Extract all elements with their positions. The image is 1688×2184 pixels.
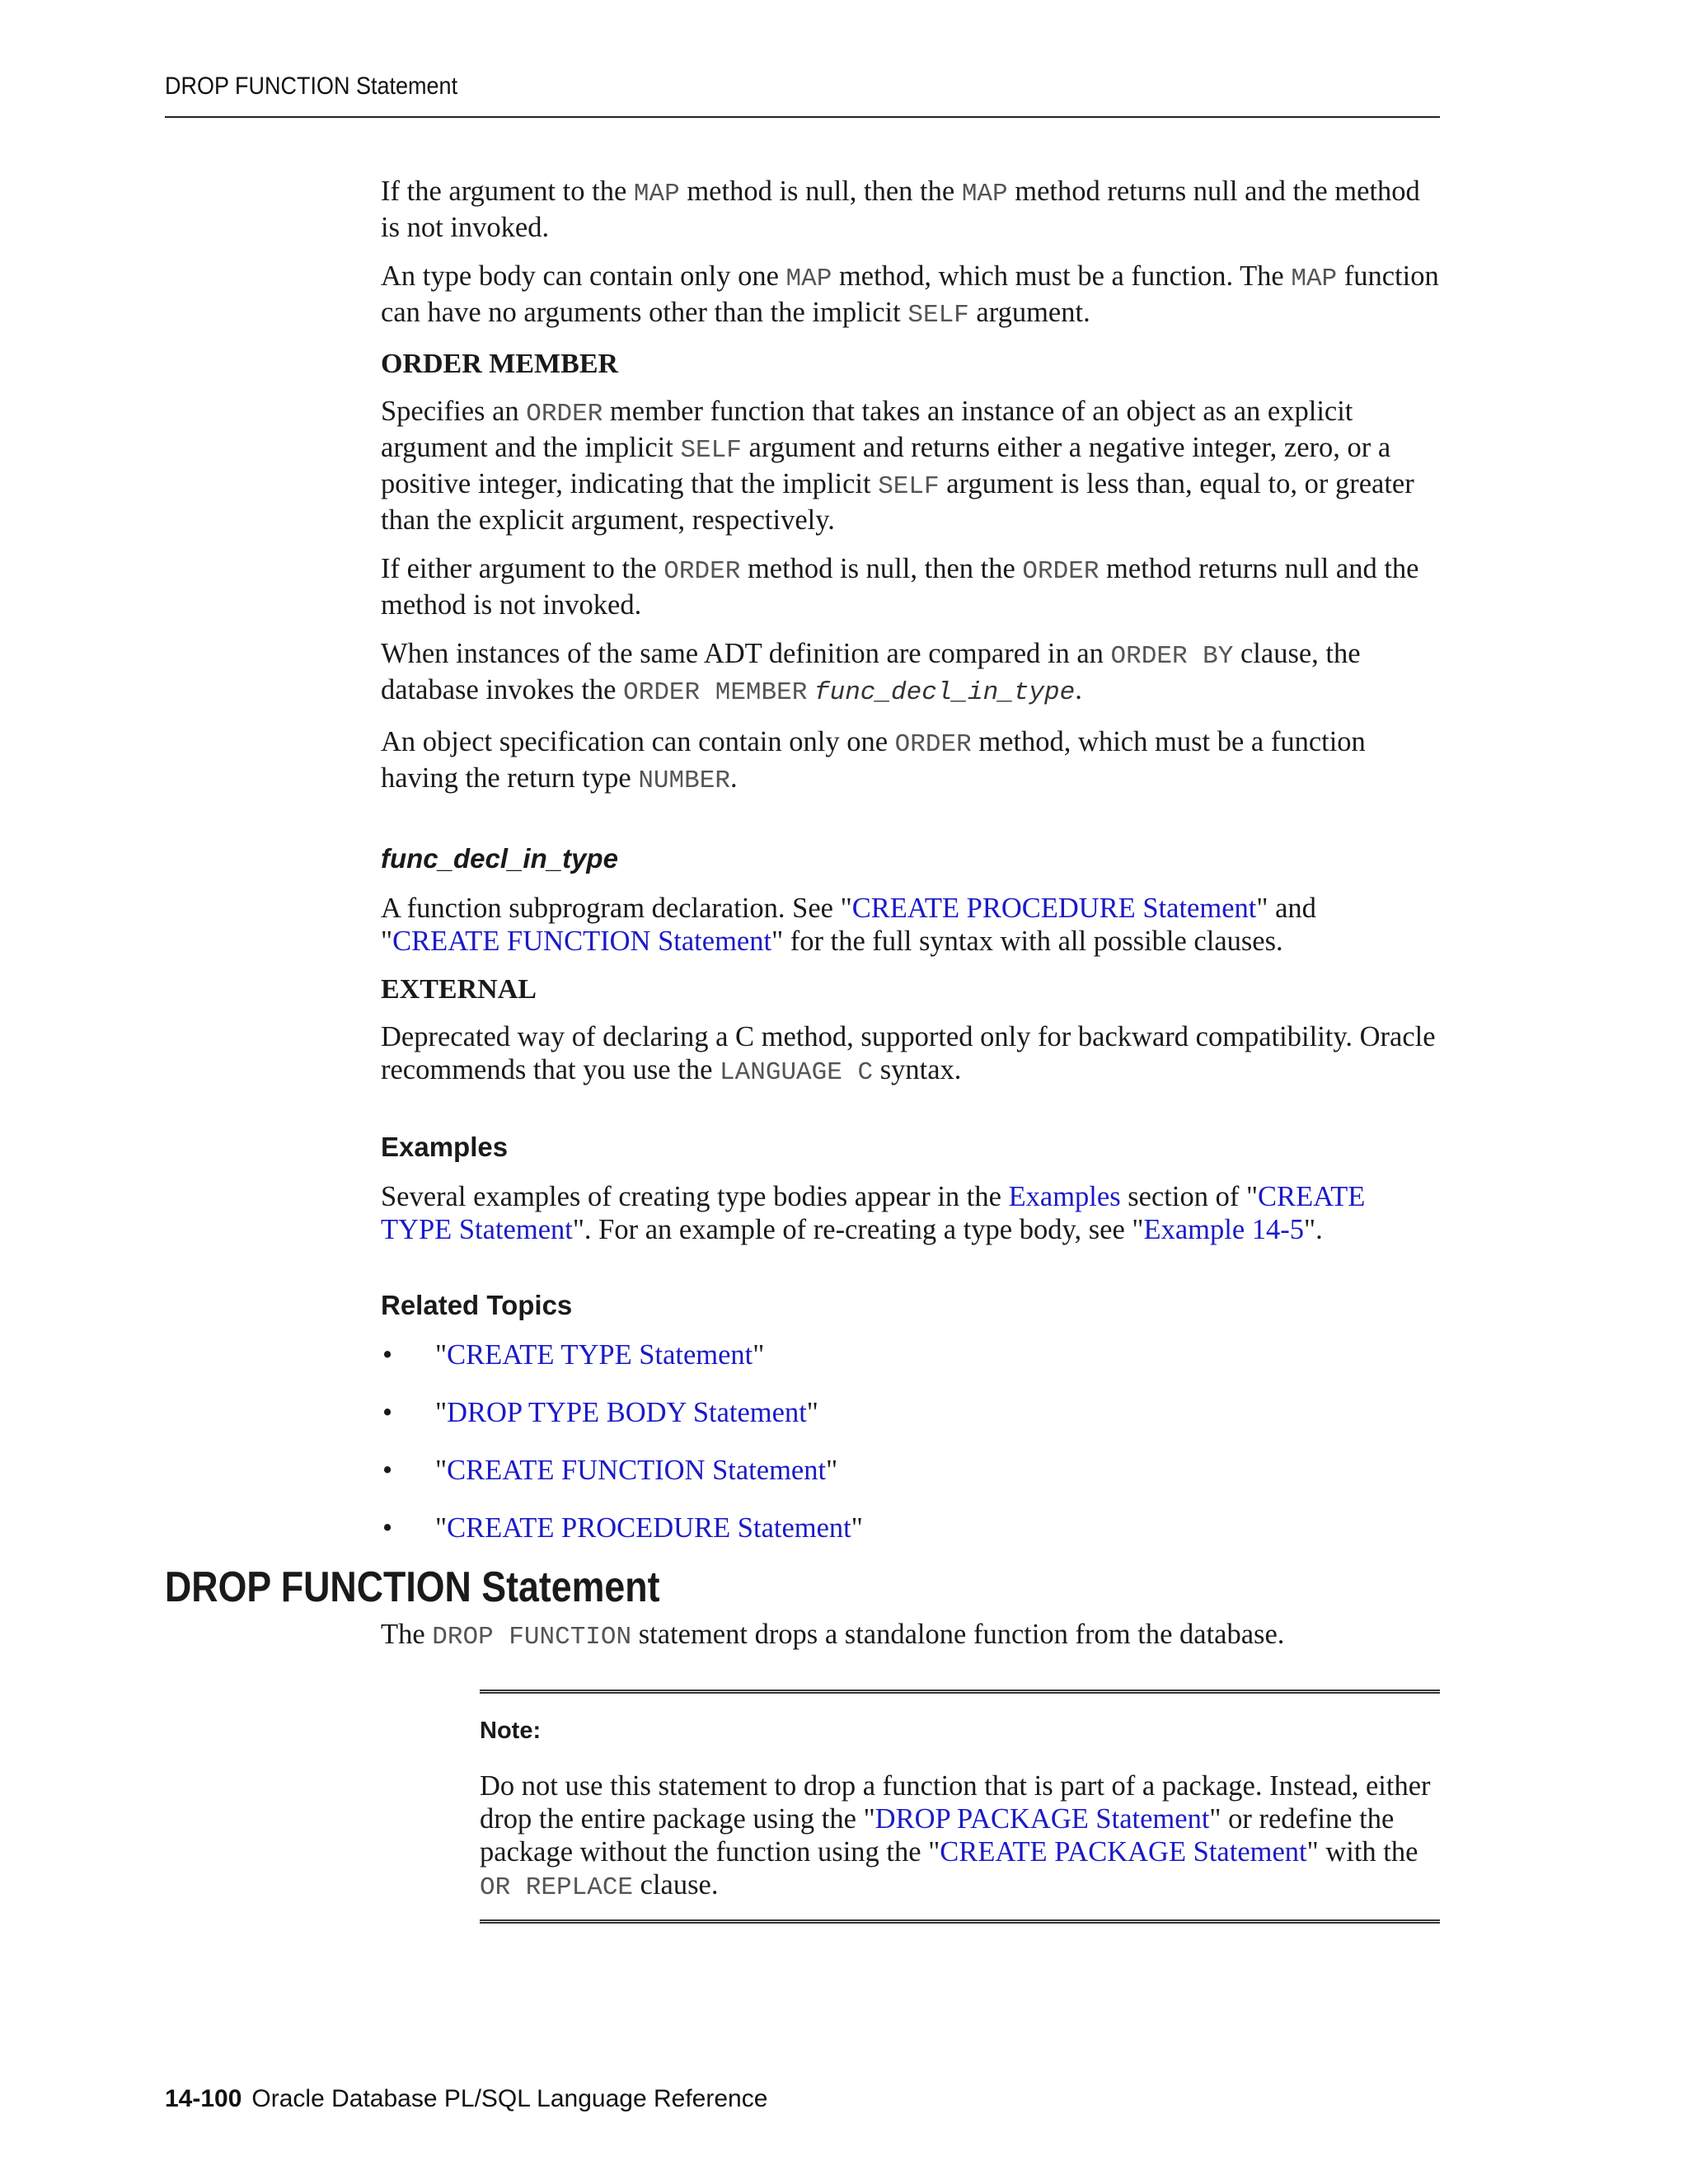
code-term: NUMBER	[638, 766, 730, 795]
bullet: •	[382, 1512, 393, 1544]
drop-package-link[interactable]: DROP PACKAGE Statement	[874, 1803, 1210, 1835]
section-title: DROP FUNCTION Statement	[165, 1563, 660, 1611]
bullet: •	[382, 1397, 393, 1428]
related-link-drop-type-body[interactable]: DROP TYPE BODY Statement	[447, 1397, 807, 1428]
code-term: ORDER MEMBER	[623, 678, 808, 707]
list-item: • "CREATE FUNCTION Statement"	[382, 1455, 838, 1486]
related-link-create-function[interactable]: CREATE FUNCTION Statement	[447, 1455, 827, 1486]
note-box	[480, 1690, 1440, 1924]
note-paragraph: Do not use this statement to drop a function that is part of a package. Instead, either drop the entire package using the "DROP PACKAGE Statement" or redefine the package without the function using the "CREATE PACKAGE Statement" with the OR REPLACE clause.	[480, 1770, 1431, 1902]
func-decl-paragraph: A function subprogram declaration. See "CREATE PROCEDURE Statement" and "CREATE FUNCTION Statement" for the full syntax with all possible clauses.	[381, 893, 1316, 957]
book-title: Oracle Database PL/SQL Language Reference	[251, 2085, 768, 2112]
code-term: ORDER BY	[1110, 642, 1234, 671]
func-decl-heading: func_decl_in_type	[381, 843, 618, 874]
related-topics-heading: Related Topics	[381, 1290, 573, 1320]
code-term: ORDER	[526, 400, 603, 429]
code-term: DROP FUNCTION	[432, 1623, 632, 1652]
code-term: OR REPLACE	[480, 1873, 634, 1902]
bullet: •	[382, 1339, 393, 1371]
running-header: DROP FUNCTION Statement	[165, 73, 458, 100]
order-member-label: ORDER MEMBER	[381, 349, 619, 379]
code-term: SELF	[907, 301, 969, 330]
code-term: LANGUAGE C	[720, 1058, 874, 1087]
code-term: ORDER	[1022, 557, 1100, 586]
examples-heading: Examples	[381, 1132, 509, 1162]
related-link-create-type[interactable]: CREATE TYPE Statement	[447, 1339, 753, 1371]
code-term: MAP	[961, 180, 1008, 209]
order-single-paragraph: An object specification can contain only one ORDER method, which must be a function having the return type NUMBER.	[381, 726, 1366, 795]
related-link-create-procedure[interactable]: CREATE PROCEDURE Statement	[447, 1512, 851, 1544]
header-rule	[165, 116, 1440, 118]
main-content	[381, 175, 1440, 1569]
bullet: •	[382, 1455, 393, 1486]
external-paragraph: Deprecated way of declaring a C method, supported only for backward compatibility. Oracle recommends that you use the LANGUAGE C syntax.	[381, 1021, 1436, 1087]
order-by-paragraph: When instances of the same ADT definition are compared in an ORDER BY clause, the database invokes the ORDER MEMBER func_decl_in_type.	[381, 638, 1361, 707]
create-package-link[interactable]: CREATE PACKAGE Statement	[940, 1836, 1307, 1868]
section-intro: The DROP FUNCTION statement drops a standalone function from the database.	[381, 1619, 1285, 1652]
map-single-paragraph: An type body can contain only one MAP method, which must be a function. The MAP function can have no arguments other than the implicit SELF argument.	[381, 260, 1439, 330]
map-null-paragraph: If the argument to the MAP method is null, then the MAP method returns null and the method is not invoked.	[381, 176, 1420, 243]
list-item: • "CREATE TYPE Statement"	[382, 1339, 765, 1371]
list-item: • "DROP TYPE BODY Statement"	[382, 1397, 818, 1428]
create-type-link[interactable]: CREATE TYPE Statement	[381, 1181, 1366, 1245]
code-term: MAP	[633, 180, 680, 209]
example-14-5-link[interactable]: Example 14-5	[1143, 1214, 1304, 1245]
code-term: SELF	[878, 472, 940, 501]
related-topics-list	[381, 1338, 1440, 1544]
list-item: • "CREATE PROCEDURE Statement"	[382, 1512, 863, 1544]
code-term: ORDER	[663, 557, 741, 586]
page-number: 14-100	[165, 2085, 242, 2112]
code-term: MAP	[785, 265, 832, 293]
external-label: EXTERNAL	[381, 974, 537, 1005]
code-term: MAP	[1291, 265, 1338, 293]
code-term-italic: func_decl_in_type	[814, 678, 1076, 707]
examples-paragraph: Several examples of creating type bodies appear in the Examples section of "CREATE TYPE Statement". For an example of re-creating a type body, see "Example 14-5".	[381, 1181, 1366, 1245]
page-footer	[165, 2085, 767, 2113]
code-term: SELF	[680, 436, 742, 465]
create-function-link[interactable]: CREATE FUNCTION Statement	[392, 926, 772, 957]
code-term: ORDER	[894, 730, 972, 759]
order-spec-paragraph: Specifies an ORDER member function that takes an instance of an object as an explicit argument and the implicit SELF argument and returns either a negative integer, zero, or a positive integer, indicating that the implicit SELF argument is less than, equal to, or greater than the explicit argument, respectively.	[381, 396, 1414, 536]
order-null-paragraph: If either argument to the ORDER method is null, then the ORDER method returns null and the method is not invoked.	[381, 553, 1419, 621]
note-label: Note:	[480, 1718, 542, 1744]
examples-link[interactable]: Examples	[1008, 1181, 1121, 1212]
create-procedure-link[interactable]: CREATE PROCEDURE Statement	[851, 893, 1257, 924]
